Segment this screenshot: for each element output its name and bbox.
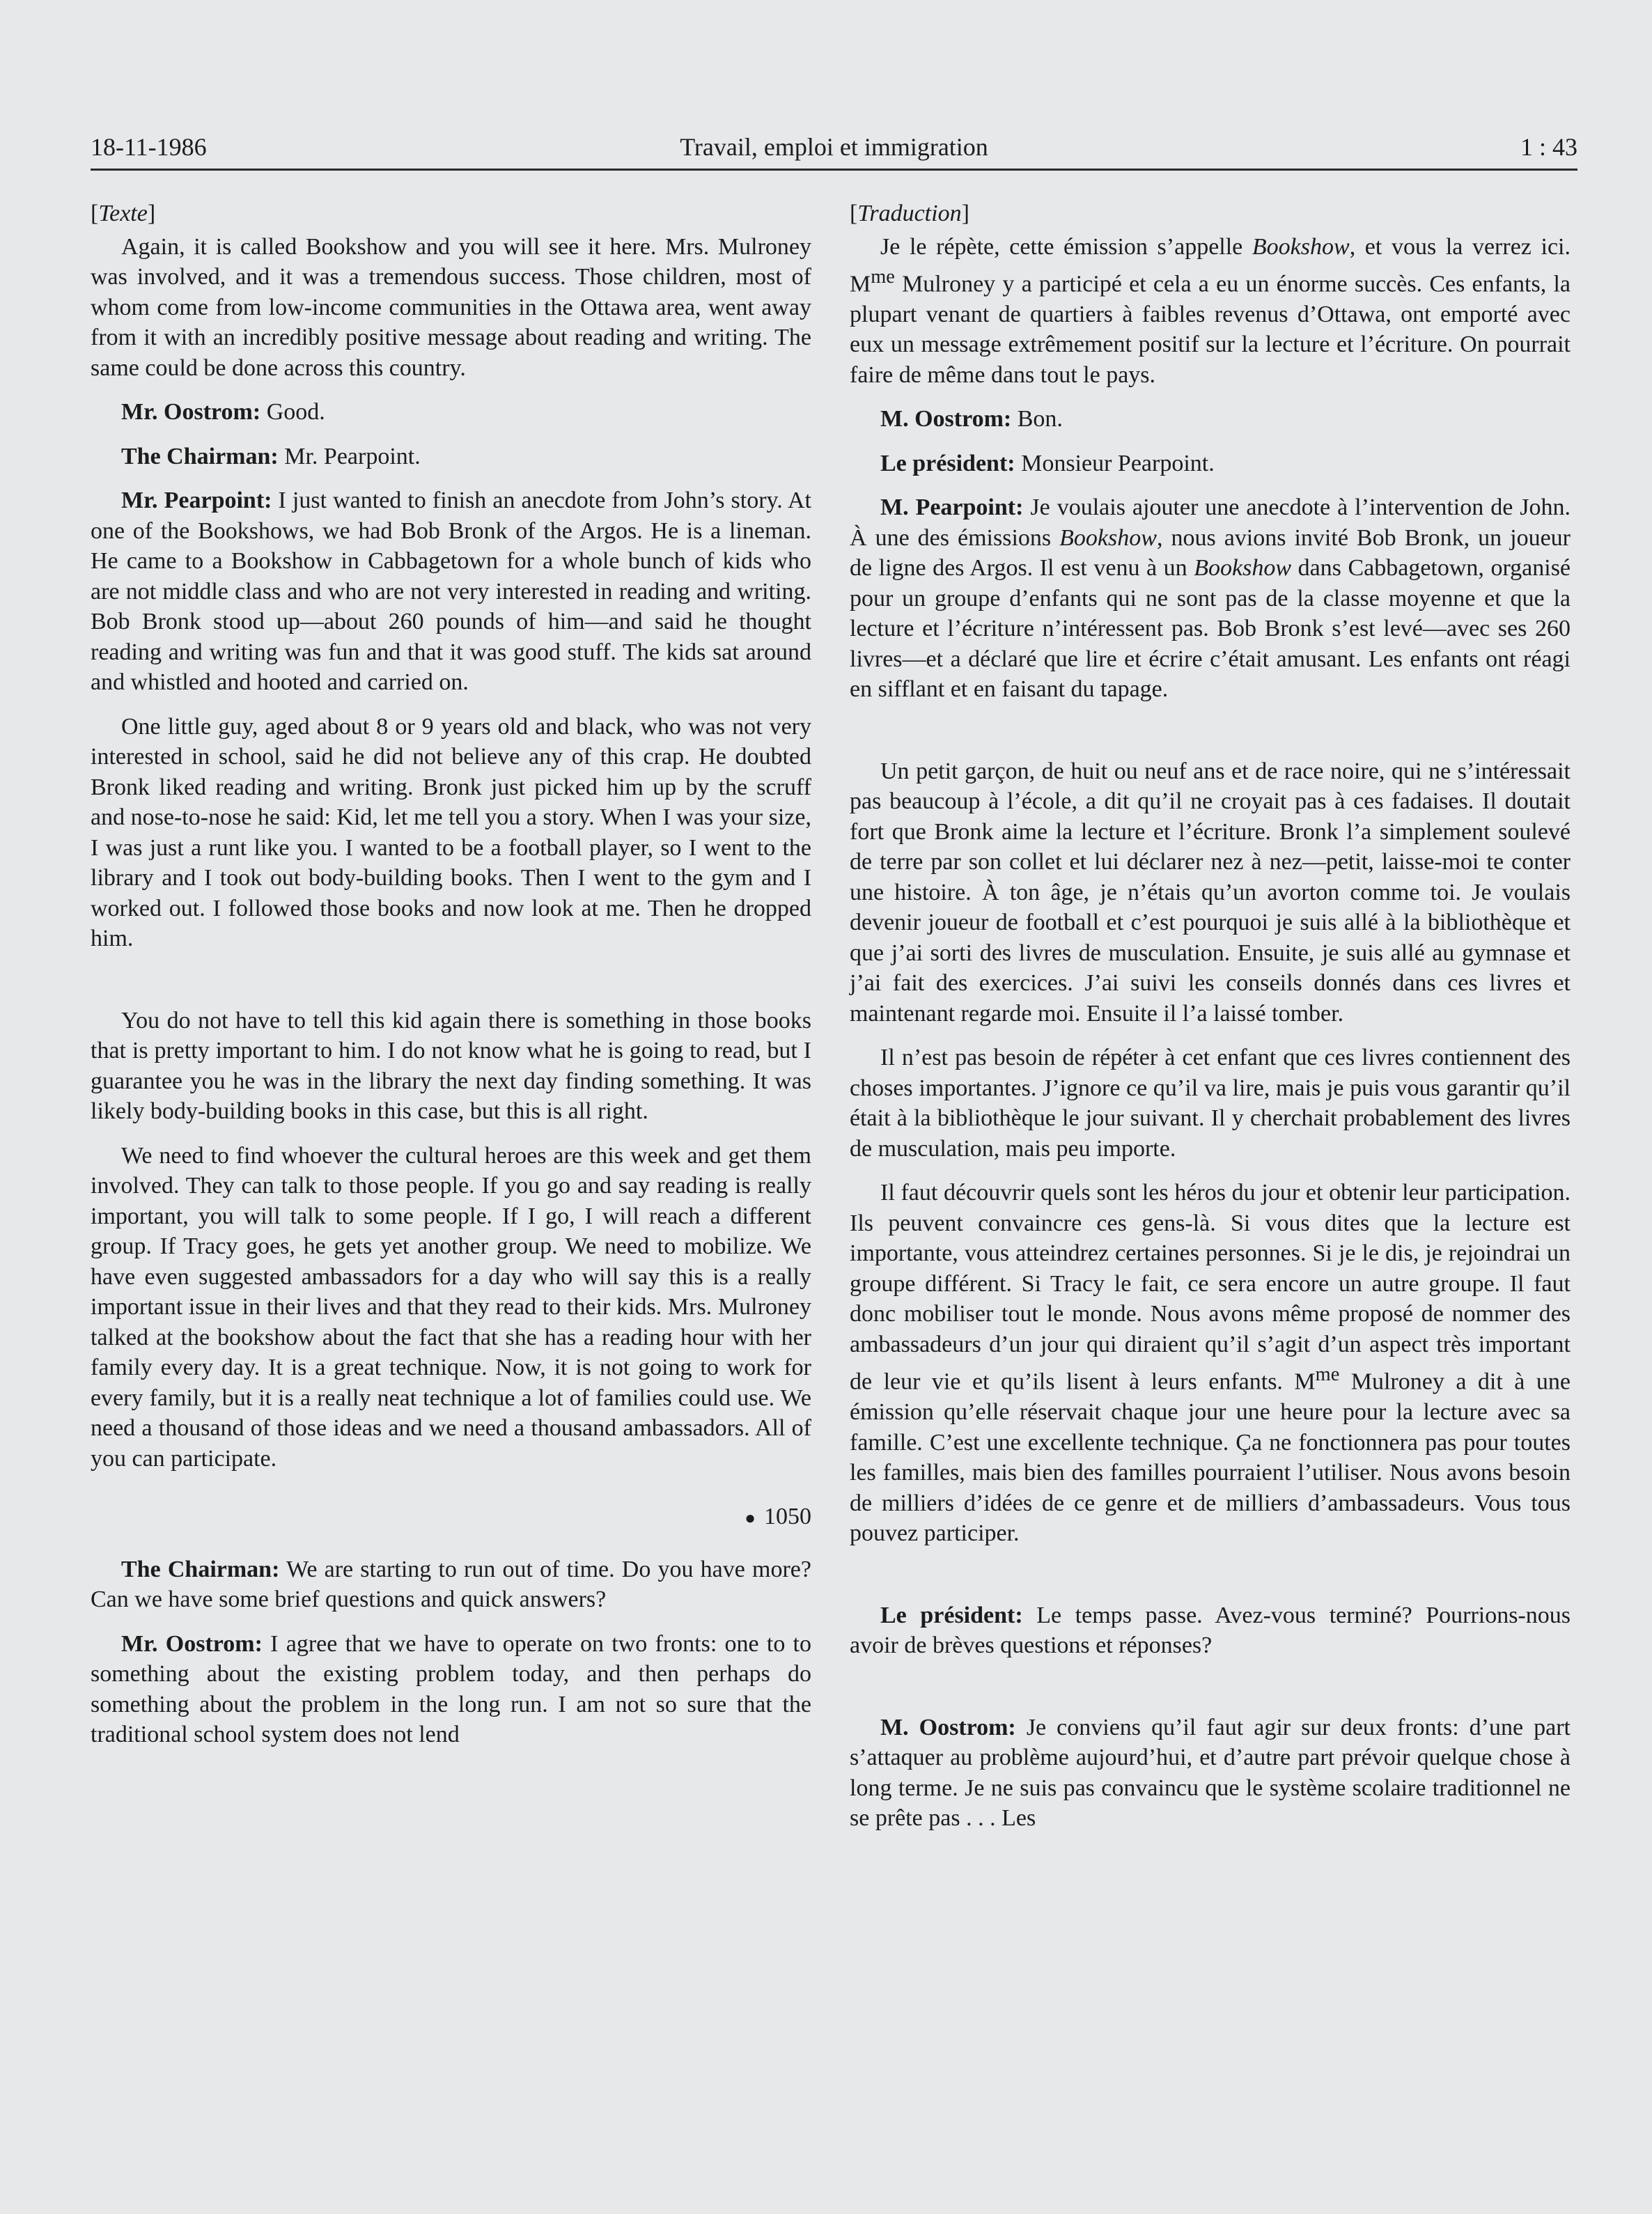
speaker-name: M. Oostrom: xyxy=(880,1714,1016,1740)
column-label: [Traduction] xyxy=(850,201,969,226)
speaker-name: M. Oostrom: xyxy=(880,406,1012,432)
french-column xyxy=(850,198,1571,1848)
paragraph: The Chairman: We are starting to run out of time. Do you have more? Can we have some brief questions and quick answers? xyxy=(91,1556,811,1613)
speaker-name: Le président: xyxy=(880,450,1015,476)
header-date: 18-11-1986 xyxy=(91,133,207,161)
paragraph: We need to find whoever the cultural heroes are this week and get them involved. They can talk to those people. If you go and say reading is really important, you will talk to some people. If I go, I will reach a different group. If Tracy goes, he gets yet another group. We need to mobilize. We have even suggested ambassadors for a day who will say this is a really important issue in their lives and that they read to their kids. Mrs. Mulroney talked at the bookshow about the fact that she has a reading hour with her family every day. It is a great technique. Now, it is not going to work for every family, but it is a really neat technique a lot of families could use. We need a thousand of those ideas and we need a thousand ambassadors. All of you can participate. xyxy=(91,1142,811,1472)
column-label: [Texte] xyxy=(91,201,156,226)
paragraph: M. Pearpoint: Je voulais ajouter une anecdote à l’intervention de John. À une des émissions Bookshow, nous avions invité Bob Bronk, un joueur de ligne des Argos. Il est venu à un Bookshow dans Cabbagetown, organisé pour un groupe d’enfants qui ne sont pas de la classe moyenne et que la lecture et l’écriture n’intéressent pas. Bob Bronk s’est levé—avec ses 260 livres—et a déclaré que lire et écrire c’était amusant. Les enfants ont réagi en sifflant et en faisant du tapage. xyxy=(850,494,1571,703)
time-marker: ● 1050 xyxy=(745,1504,811,1529)
paragraph: Mr. Oostrom: I agree that we have to operate on two fronts: one to to something about the existing problem today, and then perhaps do something about the problem in the long run. I am not so sure that the traditional school system does not lend xyxy=(91,1630,812,1748)
paragraph: Mr. Oostrom: Good. xyxy=(121,399,325,425)
speaker-name: M. Pearpoint: xyxy=(880,494,1024,521)
speaker-name: Mr. Pearpoint: xyxy=(121,488,272,513)
header-title: Travail, emploi et immigration xyxy=(680,133,988,161)
paragraph: Again, it is called Bookshow and you will see it here. Mrs. Mulroney was involved, and it was a tremendous success. Those children, most of whom come from low-income communities in the Ottawa area, went away from it with an incredibly positive message about reading and writing. The same could be done across this country. xyxy=(91,233,811,381)
paragraph: M. Oostrom: Je conviens qu’il faut agir sur deux fronts: d’une part s’attaquer au problème aujourd’hui, et d’autre part prévoir quelque chose à long terme. Je ne suis pas convaincu que le système scolaire traditionnel ne se prête pas . . . Les xyxy=(850,1714,1571,1832)
speaker-name: The Chairman: xyxy=(121,443,279,469)
speaker-name: Mr. Oostrom: xyxy=(121,1630,263,1657)
paragraph: Le président: Monsieur Pearpoint. xyxy=(880,450,1215,476)
paragraph: The Chairman: Mr. Pearpoint. xyxy=(121,443,421,469)
paragraph: One little guy, aged about 8 or 9 years old and black, who was not very interested in school, said he did not believe any of this crap. He doubted Bronk liked reading and writing. Bronk just picked him up by the scruff and nose-to-nose he said: Kid, let me tell you a story. When I was your size, I was just a runt like you. I wanted to be a football player, so I went to the library and I took out body-building books. Then I went to the gym and I worked out. I followed those books and now look at me. Then he dropped him. xyxy=(91,713,811,951)
speaker-name: Mr. Oostrom: xyxy=(121,399,261,425)
paragraph: Il n’est pas besoin de répéter à cet enfant que ces livres contiennent des choses importantes. J’ignore ce qu’il va lire, mais je puis vous garantir qu’il était à la bibliothèque le jour suivant. Il y cherchait probablement des livres de musculation, mais peu importe. xyxy=(850,1045,1571,1162)
bullet-icon: ● xyxy=(745,1508,756,1529)
paragraph: M. Oostrom: Bon. xyxy=(880,406,1063,432)
speaker-name: Le président: xyxy=(880,1602,1023,1628)
paragraph: Un petit garçon, de huit ou neuf ans et de race noire, qui ne s’intéressait pas beaucoup à l’école, a dit qu’il ne croyait pas à ces fadaises. Il doutait fort que Bronk aime la lecture et l’écriture. Bronk l’a simplement soulevé de terre par son collet et lui déclarer nez à nez—petit, laisse-moi te conter une histoire. À ton âge, je n’étais qu’un avorton comme toi. Je voulais devenir joueur de football et c’est pourquoi je suis allé à la bibliothèque et que j’ai sorti des livres de musculation. Ensuite, je suis allé au gymnase et j’ai fait des exercices. J’ai suivi les conseils donnés dans ces livres et maintenant regarde moi. Ensuite il l’a laissé tomber. xyxy=(850,758,1571,1027)
paragraph: Je le répète, cette émission s’appelle Bookshow, et vous la verrez ici. $M^{me}$ Mulroney y a participé et cela a eu un énorme succès. Ces enfants, la plupart venant de quartiers à faibles revenus d’Ottawa, ont emporté avec eux un message extrêmement positif sur la lecture et l’écriture. On pourrait faire de même dans tout le pays. xyxy=(850,233,1571,388)
english-column xyxy=(91,198,811,1764)
speaker-name: The Chairman: xyxy=(121,1556,280,1582)
paragraph: Mr. Pearpoint: I just wanted to finish an anecdote from John’s story. At one of the Bookshows, we had Bob Bronk of the Argos. He is a lineman. He came to a Bookshow in Cabbagetown for a whole bunch of kids who are not middle class and who are not very interested in reading and writing. Bob Bronk stood up—about 260 pounds of him—and said he thought reading and writing was fun and that it was good stuff. The kids sat around and whistled and hooted and carried on. xyxy=(91,488,811,695)
page-header xyxy=(91,127,1577,171)
header-page-number: 1 : 43 xyxy=(1520,133,1577,161)
paragraph: You do not have to tell this kid again there is something in those books that is pretty important to him. I do not know what he is going to read, but I guarantee you he was in the library the next day finding something. It was likely body-building books in this case, but this is all right. xyxy=(91,1007,811,1124)
paragraph: Il faut découvrir quels sont les héros du jour et obtenir leur participation. Ils peuvent convaincre ces gens-là. Si vous dites que la lecture est importante, vous atteindrez certaines personnes. Si je le dis, je rejoindrai un groupe différent. Si Tracy le fait, ce sera encore un autre groupe. Il faut donc mobiliser tout le monde. Nous avons même proposé de nommer des ambassadeurs d’un jour qui diraient qu’il s’agit d’un aspect très important de leur vie et qu’ils lisent à leurs enfants. $M^{me}$ Mulroney a dit à une émission qu’elle réservait chaque jour une heure pour la lecture avec sa famille. C’est une excellente technique. Ça ne fonctionnera pas pour toutes les familles, mais bien des familles pourraient l’utiliser. Nous avons besoin de milliers d’idées de ce genre et de milliers d’ambassadeurs. Vous tous pouvez participer. xyxy=(850,1180,1571,1547)
paragraph: Le président: Le temps passe. Avez-vous terminé? Pourrions-nous avoir de brèves questions et réponses? xyxy=(850,1602,1571,1659)
